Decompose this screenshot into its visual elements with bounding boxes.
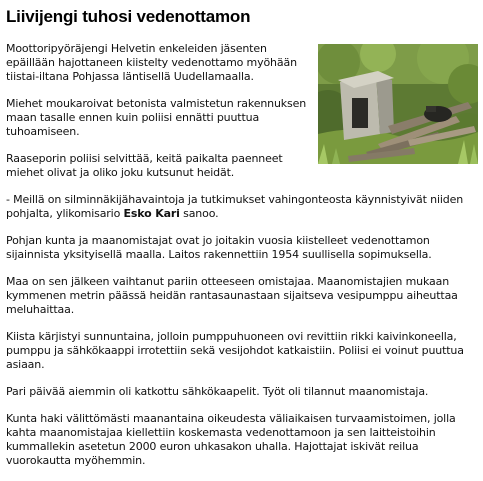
quote-text-after: sanoo.	[179, 207, 219, 220]
article-headline: Liivijengi tuhosi vedenottamon	[6, 7, 251, 26]
article-paragraph: Moottoripyöräjengi Helvetin enkeleiden jäsenten epäillään hajottaneen kiistelty vedenottamo myöhään tiistai-iltana Pohjassa läntisellä Uudellamaalla.	[6, 42, 297, 83]
article-paragraph: Kunta haki välittömästi maanantaina oikeudesta väliaikaisen turvaamistoimen, jolla kahta maanomistajaa kiellettiin koskemasta vedenottamoon ja sen laitteistoihin kummallekin asetetun 2000 euron uhkasakon uhalla. Hajottajat iskivät reilua vuorokautta myöhemmin.	[6, 412, 456, 467]
article-photo	[318, 44, 478, 164]
quoted-person-name: Esko Kari	[123, 207, 180, 220]
article-paragraph: Maa on sen jälkeen vaihtanut pariin otteeseen omistajaa. Maanomistajien mukaan kymmenen metrin päässä heidän rantasaunastaan sijaitseva vesipumppu aiheuttaa meluhaittaa.	[6, 275, 458, 316]
article-paragraph: Kiista kärjistyi sunnuntaina, jolloin pumppuhuoneen ovi revittiin rikki kaivinkoneella, pumppu ja sähkökaappi irrotettiin sekä vesijohdot katkaistiin. Poliisi ei voinut puuttua asiaan.	[6, 330, 464, 371]
article-quote-paragraph	[6, 193, 478, 221]
quote-text-before: - Meillä on silminnäkijähavaintoja ja tutkimukset vahingonteosta käynnistyivät niiden pohjalta, ylikomisario	[6, 193, 464, 220]
article-paragraph: Pari päivää aiemmin oli katkottu sähkökaapelit. Työt oli tilannut maanomistaja.	[6, 385, 429, 398]
article	[6, 6, 478, 481]
article-paragraph: Pohjan kunta ja maanomistajat ovat jo joitakin vuosia kiistelleet vedenottamon sijainnista yksityisellä maalla. Laitos rakennettiin 1954 suullisella sopimuksella.	[6, 234, 432, 261]
article-paragraph: Raaseporin poliisi selvittää, keitä paikalta paenneet miehet olivat ja oliko joku kutsunut heidät.	[6, 152, 283, 179]
article-paragraph: Miehet moukaroivat betonista valmistetun rakennuksen maan tasalle ennen kuin poliisi ennätti puuttua tuhoamiseen.	[6, 97, 307, 138]
